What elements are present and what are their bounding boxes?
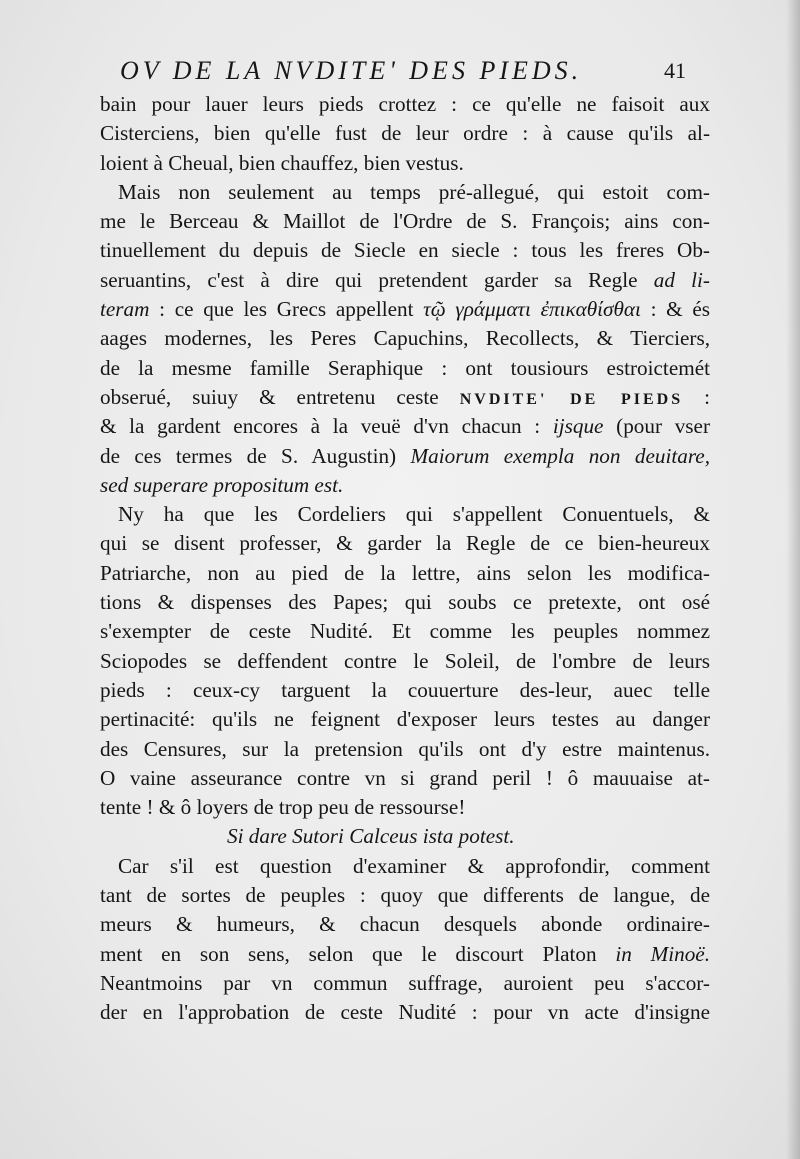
text-span: O vaine asseurance contre vn si grand peril ! ô mauuaise at-: [100, 765, 710, 790]
text-line: [100, 881, 710, 910]
text-line: [100, 412, 710, 441]
text-span: des Censures, sur la pretension qu'ils ont d'y estre maintenus.: [100, 736, 710, 761]
text-span: de la mesme famille Seraphique : ont tousiours estroictemét: [100, 355, 710, 380]
text-span: aages modernes, les Peres Capuchins, Recollects, & Tierciers,: [100, 326, 710, 351]
text-line: [100, 647, 710, 676]
text-line: [100, 178, 710, 207]
page-edge-shadow: [786, 0, 800, 1159]
text-span: Ny ha que les Cordeliers qui s'appellent Conuentuels, &: [118, 502, 710, 527]
text-span: Mais non seulement au temps pré-allegué, qui estoit com-: [118, 179, 710, 204]
text-line: [100, 735, 710, 764]
text-line: [100, 998, 710, 1027]
italic-span: teram: [100, 297, 150, 322]
text-line: [100, 295, 710, 324]
page-number: 41: [664, 58, 686, 83]
italic-span: in Minoë.: [615, 941, 710, 966]
text-span: tente ! & ô loyers de trop peu de ressourse!: [100, 795, 466, 820]
text-line: [100, 266, 710, 295]
italic-span: ijsque: [552, 414, 604, 439]
text-span: :: [683, 384, 711, 409]
text-span: : ce que les Grecs appellent: [149, 297, 424, 322]
text-span: ment en son sens, selon que le discourt Platon: [100, 941, 616, 966]
text-span: Car s'il est question d'examiner & approfondir, comment: [118, 853, 710, 878]
small-caps-span: NVDITE' DE PIEDS: [459, 390, 684, 408]
text-span: tions & dispenses des Papes; qui soubs ce pretexte, ont osé: [100, 590, 710, 615]
text-line: [100, 588, 710, 617]
text-span: Sciopodes se deffendent contre le Soleil, de l'ombre de leurs: [100, 648, 710, 673]
text-span: & la gardent encores à la veuë d'vn chacun :: [100, 414, 553, 439]
text-line: [100, 500, 710, 529]
text-line: [100, 90, 710, 119]
text-line: [100, 383, 710, 412]
italic-span: ad li-: [653, 267, 710, 292]
running-head: [120, 56, 690, 92]
text-line: [100, 705, 710, 734]
italic-span: Si dare Sutori Calceus ista potest.: [227, 824, 515, 849]
text-span: me le Berceau & Maillot de l'Ordre de S. François; ains con-: [100, 209, 710, 234]
italic-span: τῷ γράμματι ἐπικαθίσθαι: [423, 297, 641, 322]
text-span: pertinacité: qu'ils ne feignent d'exposer leurs testes au danger: [100, 707, 710, 732]
text-span: meurs & humeurs, & chacun desquels abonde ordinaire-: [100, 912, 710, 937]
italic-span: sed superare propositum est.: [100, 472, 344, 497]
text-span: seruantins, c'est à dire qui pretendent garder sa Regle: [100, 267, 654, 292]
text-span: : & és: [640, 297, 710, 322]
text-line: [100, 324, 710, 353]
text-span: bain pour lauer leurs pieds crottez : ce qu'elle ne faisoit aux: [100, 92, 710, 116]
text-span: der en l'approbation de ceste Nudité : pour vn acte d'insigne: [100, 1000, 710, 1025]
text-line: [100, 910, 710, 939]
text-line: [100, 236, 710, 265]
text-span: pieds : ceux-cy targuent la couuerture des-leur, auec telle: [100, 677, 710, 702]
text-line: [100, 969, 710, 998]
text-line: [100, 119, 710, 148]
text-line: [100, 822, 710, 851]
text-line: [100, 207, 710, 236]
running-head-title: OV DE LA NVDITE' DES PIEDS.: [120, 56, 583, 85]
text-line: [100, 471, 710, 500]
body-text: [100, 90, 710, 1028]
text-span: (pour vser: [603, 414, 710, 439]
text-span: de ces termes de S. Augustin): [100, 443, 411, 468]
text-line: [100, 617, 710, 646]
text-line: [100, 764, 710, 793]
text-span: Neantmoins par vn commun suffrage, auroient peu s'accor-: [100, 970, 710, 995]
text-span: Cisterciens, bien qu'elle fust de leur ordre : à cause qu'ils al-: [100, 121, 710, 146]
text-line: [100, 149, 710, 178]
text-span: qui se disent professer, & garder la Regle de ce bien-heureux: [100, 531, 710, 556]
text-line: [100, 940, 710, 969]
text-line: [100, 354, 710, 383]
text-line: [100, 529, 710, 558]
text-span: Patriarche, non au pied de la lettre, ains selon les modifica-: [100, 560, 710, 585]
text-line: [100, 676, 710, 705]
text-span: tinuellement du depuis de Siecle en siecle : tous les freres Ob-: [100, 238, 710, 263]
text-line: [100, 793, 710, 822]
text-span: tant de sortes de peuples : quoy que differents de langue, de: [100, 883, 710, 908]
text-line: [100, 559, 710, 588]
text-span: loient à Cheual, bien chauffez, bien vestus.: [100, 150, 464, 175]
text-span: obserué, suiuy & entretenu ceste: [100, 384, 460, 409]
text-line: [100, 852, 710, 881]
italic-span: Maiorum exempla non deuitare,: [410, 443, 711, 468]
text-span: s'exempter de ceste Nudité. Et comme les peuples nommez: [100, 619, 710, 644]
text-line: [100, 442, 710, 471]
